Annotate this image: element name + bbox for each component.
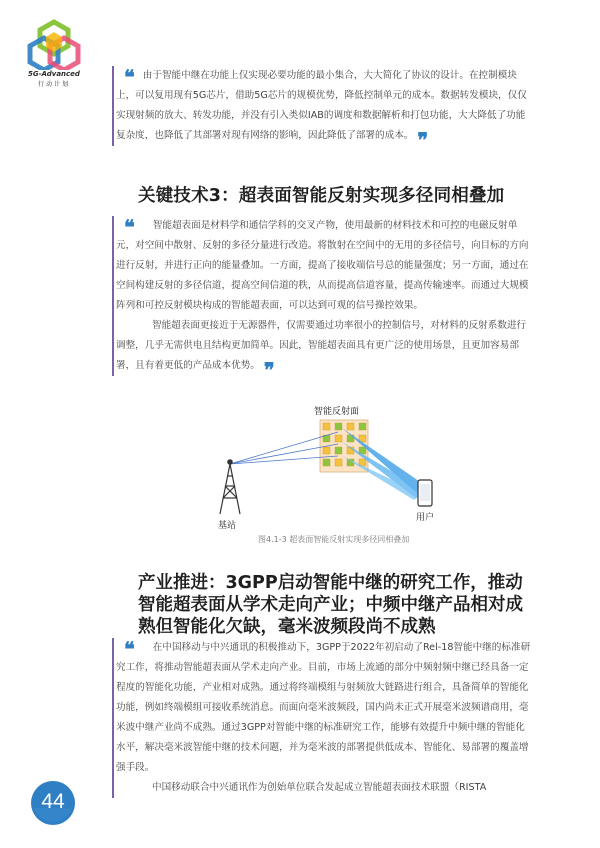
- open-quote-icon: ❝: [124, 65, 135, 89]
- quote-bar: [112, 216, 114, 376]
- quote-bar: [112, 638, 114, 798]
- surface-label: 智能反射面: [314, 407, 360, 417]
- logo-subtitle: 行动计划: [37, 81, 70, 88]
- section-heading-2: 产业推进：3GPP启动智能中继的研究工作，推动智能超表面从学术走向产业；中频中继产品相对成熟但智能化欠缺，毫米波频段尚不成熟: [138, 573, 523, 637]
- figure-caption: 图4.1-3 超表面智能反射实现多径同相叠加: [258, 535, 410, 544]
- quote-bar: [112, 66, 114, 146]
- section-heading: 关键技术3：超表面智能反射实现多径同相叠加: [138, 186, 505, 206]
- base-station-icon: [220, 460, 240, 514]
- open-quote-icon: ❝: [124, 637, 135, 661]
- quote-block-2: [116, 215, 532, 382]
- figure-diagram: [180, 402, 470, 542]
- quote-paragraph: 中国移动联合中兴通讯作为创始单位联合发起成立智能超表面技术联盟（RISTA: [152, 782, 487, 793]
- open-quote-icon: ❝: [124, 215, 135, 239]
- base-station-label: 基站: [218, 521, 237, 531]
- quote-block-1: [116, 65, 532, 152]
- phone-icon: [418, 480, 432, 506]
- page-number: 44: [41, 790, 65, 813]
- logo-icon: [22, 18, 86, 70]
- quote-paragraph: 智能超表面更接近于无源器件，仅需要通过功率很小的控制信号，对材料的反射系数进行调整，几乎无需供电且结构更加简单。因此，智能超表面具有更广泛的使用场景，且更加容易部署，且有着更低的产品成本优势。 ❞: [116, 320, 527, 382]
- user-label: 用户: [416, 513, 435, 523]
- logo: [22, 18, 86, 88]
- quote-paragraph: ❝ 在中国移动与中兴通讯的积极推动下，3GPP于2022年初启动了Rel-18智能中继的标准研究工作，将推动智能超表面从学术走向产业。目前，市场上流通的部分中频射频中继已经具备一定程度的智能化功能，产业相对成熟。通过将终端模组与射频放大链路进行组合，具备简单的智能化功能，例如终端模组可接收系统消息。而面向毫米波频段，国内尚未正式开展毫米波频谱商用，毫米波中继产业尚不成熟。通过3GPP对智能中继的标准研究工作，能够有效提升中频中继的智能化水平，解决毫米波智能中继的技术问题，并为毫米波的部署提供低成本、智能化、易部署的覆盖增强手段。: [116, 637, 531, 773]
- close-quote-icon: ❞: [417, 128, 429, 152]
- quote-block-3: [116, 638, 532, 798]
- quote-paragraph: ❝ 由于智能中继在功能上仅实现必要功能的最小集合，大大简化了协议的设计。在控制模块上，可以复用现有5G芯片，借助5G芯片的规模优势，降低控制单元的成本。数据转发模块，仅仅实现射频的放大、转发功能，并没有引入类似IAB的调度和数据解析和打包功能，大大降低了功能复杂度，也降低了其部署对现有网络的影响，因此降低了部署的成本。 ❞: [116, 65, 527, 152]
- close-quote-icon: ❞: [263, 358, 275, 382]
- page-number-badge: [28, 778, 78, 828]
- logo-text: 5G-Advanced: [28, 70, 80, 78]
- quote-paragraph: ❝ 智能超表面是材料学和通信学科的交叉产物，使用最新的材料技术和可控的电磁反射单元，对空间中散射、反射的多径分量进行改造。将散射在空间中的无用的多径信号，向目标的方向进行反射，并进行正向的能量叠加。一方面，提高了接收端信号总的能量强度；另一方面，通过在空间构建反射的多径信道，提高空间信道的秩，从而提高信道容量，提高传输速率。而通过大规模阵列和可控反射模块构成的智能超表面，可以达到可观的信号操控效果。: [116, 215, 529, 311]
